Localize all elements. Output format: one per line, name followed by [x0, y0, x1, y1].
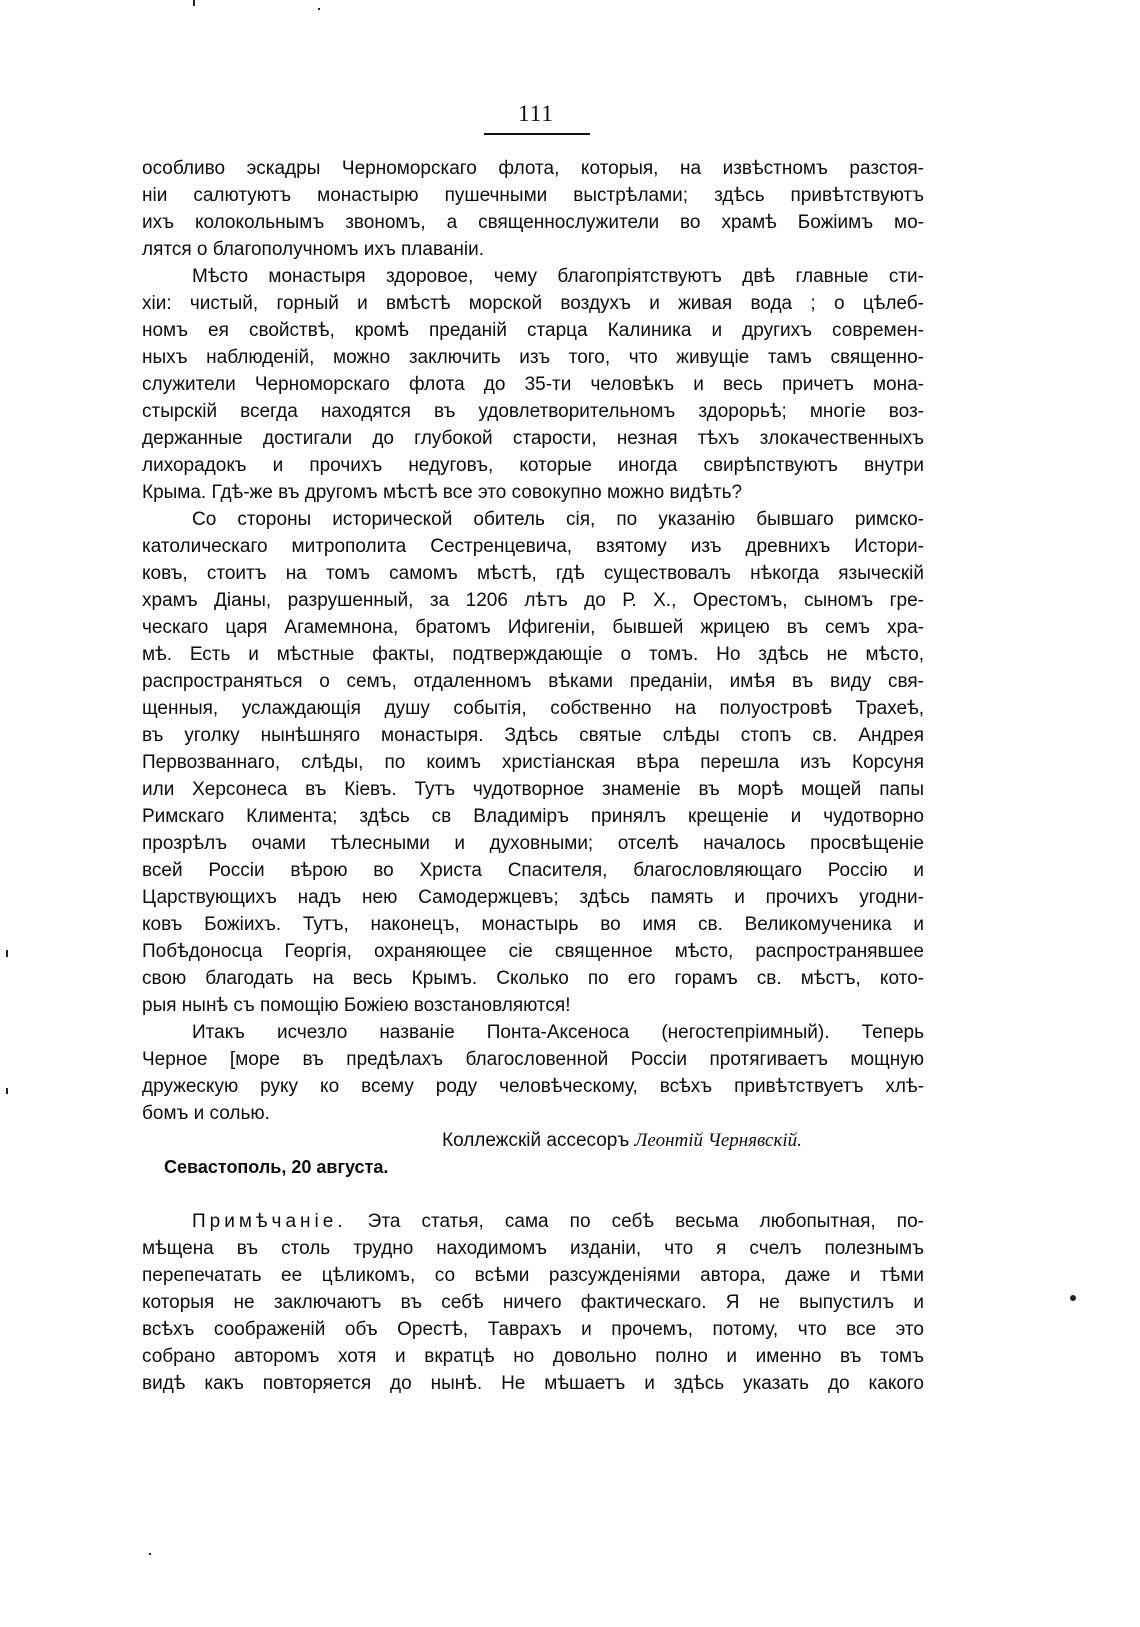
- text-line: номъ ея свойствѣ, кромѣ преданiй старца Калиника и другихъ современ-: [142, 320, 924, 341]
- text-line: или Херсонеса въ Кiевъ. Тутъ чудотворное знаменiе въ морѣ мощей папы: [142, 779, 924, 800]
- text-line: мѣ. Есть и мѣстные факты, подтверждающiе о томъ. Но здѣсь не мѣсто,: [142, 644, 924, 665]
- text-line: видѣ какъ повторяется до нынѣ. Не мѣшаетъ и здѣсь указать до какого: [142, 1373, 924, 1394]
- signature: [142, 1127, 924, 1154]
- text-line: ковъ, стоитъ на томъ самомъ мѣстѣ, гдѣ существовалъ нѣкогда языческiй: [142, 563, 924, 584]
- spacer: [142, 1181, 924, 1208]
- text-line: распространяться о семъ, отдаленномъ вѣками преданiи, имѣя въ виду свя-: [142, 671, 924, 692]
- scan-mark: [193, 0, 195, 6]
- text-line: лихорадокъ и прочихъ недуговъ, которые иногда свирѣпствуютъ внутри: [142, 455, 924, 476]
- text-line: ныхъ наблюденiй, можно заключить изъ того, что живущiе тамъ священно-: [142, 347, 924, 368]
- text-line: ковъ Божiихъ. Тутъ, наконецъ, монастырь во имя св. Великомученика и: [142, 914, 924, 935]
- text-line: Римскаго Климента; здѣсь св Владимiръ принялъ крещенiе и чудотворно: [142, 806, 924, 827]
- note-label: Примѣчанiе.: [192, 1211, 347, 1232]
- text-line: нiи салютуютъ монастырю пушечными выстрѣлами; здѣсь привѣтствуютъ: [142, 185, 924, 206]
- scan-mark: [6, 1088, 8, 1094]
- text-line: Первозваннаго, слѣды, по коимъ христiанская вѣра перешла изъ Корсуня: [142, 752, 924, 773]
- text-line: свою благодать на весь Крымъ. Сколько по его горамъ св. мѣстъ, кото-: [142, 968, 924, 989]
- note-first-line: [142, 1208, 924, 1235]
- text-line: прозрѣлъ очами тѣлесными и духовными; отселѣ началось просвѣщенiе: [142, 833, 924, 854]
- text-line: всѣхъ соображенiй объ Орестѣ, Таврахъ и прочемъ, потому, что все это: [142, 1319, 924, 1340]
- text-line: которыя не заключаютъ въ себѣ ничего фактическаго. Я не выпустилъ и: [142, 1292, 924, 1313]
- text-line: храмъ Дiаны, разрушенный, за 1206 лѣтъ до Р. Х., Орестомъ, сыномъ гре-: [142, 590, 924, 611]
- text-line: Крыма. Гдѣ-же въ другомъ мѣстѣ все это совокупно можно видѣть?: [142, 482, 743, 503]
- text-line: мѣщена въ столь трудно находимомъ изданiи, что я счелъ полезнымъ: [142, 1238, 924, 1259]
- signature-title: Коллежскiй ассесоръ: [442, 1130, 630, 1151]
- scan-mark: [149, 1553, 151, 1555]
- text-line: ческаго царя Агамемнона, братомъ Ифигенiи, бывшей жрицею въ семъ хра-: [142, 617, 924, 638]
- text-line: рыя нынѣ съ помощiю Божiею возстановляются!: [142, 995, 571, 1016]
- scan-mark: [318, 8, 320, 10]
- text-line: Мѣсто монастыря здоровое, чему благопрiятствуютъ двѣ главные сти-: [192, 266, 924, 287]
- text-line: всей Россiи вѣрою во Христа Спасителя, благословляющаго Россiю и: [142, 860, 924, 881]
- signature-name: Леонтiй Чернявскiй.: [634, 1130, 802, 1151]
- text-line: Итакъ исчезло названiе Понта-Аксеноса (негостепрiимный). Теперь: [192, 1022, 924, 1043]
- text-line: стырскiй всегда находятся въ удовлетворительномъ здорорьѣ; многiе воз-: [142, 401, 924, 422]
- text-line: хiи: чистый, горный и вмѣстѣ морской воздухъ и живая вода ; о цѣлеб-: [142, 293, 924, 314]
- text-line: въ уголку нынѣшняго монастыря. Здѣсь святые слѣды стопъ св. Андрея: [142, 725, 924, 746]
- text-line: Со стороны исторической обитель сiя, по указанiю бывшаго римско-: [192, 509, 924, 530]
- text-line: перепечатать ее цѣликомъ, со всѣми разсужденiями автора, даже и тѣми: [142, 1265, 924, 1286]
- text-line: Царствующихъ надъ нею Самодержцевъ; здѣсь память и прочихъ угодни-: [142, 887, 924, 908]
- text-line: собрано авторомъ хотя и вкратцѣ но довольно полно и именно въ томъ: [142, 1346, 924, 1367]
- scan-mark: [6, 950, 8, 957]
- text-line: ихъ колокольнымъ звономъ, а священнослужители во храмѣ Божiимъ мо-: [142, 212, 924, 233]
- text-line: Черное [море въ предѣлахъ благословенной Россiи протягиваетъ мощную: [142, 1049, 924, 1070]
- text-line: католическаго митрополита Сестренцевича, взятому изъ древнихъ Истори-: [142, 536, 924, 557]
- text-line: Побѣдоносца Георгiя, охраняющее сiе священное мѣсто, распространявшее: [142, 941, 924, 962]
- body-text: [142, 155, 924, 1397]
- page-number-rule: [484, 133, 590, 135]
- text-line: дружескую руку ко всему роду человѣческому, всѣхъ привѣтствуетъ хлѣ-: [142, 1076, 924, 1097]
- text-line: щенныя, услаждающiя душу событiя, собственно на полуостровѣ Трахеѣ,: [142, 698, 924, 719]
- text-line: лятся о благополучномъ ихъ плаванiи.: [142, 239, 484, 260]
- text-line: бомъ и солью.: [142, 1103, 270, 1124]
- text-line: служители Черноморскаго флота до 35-ти человѣкъ и весь причетъ мона-: [142, 374, 924, 395]
- note-text: Эта статья, сама по себѣ весьма любопытная, по-: [367, 1211, 924, 1232]
- page-number: 111: [518, 101, 554, 126]
- place-date: Севастополь, 20 августа.: [164, 1157, 389, 1177]
- scan-mark: [1070, 1295, 1076, 1301]
- text-line: особливо эскадры Черноморскаго флота, которыя, на извѣстномъ разстоя-: [142, 158, 924, 179]
- text-line: держанные достигали до глубокой старости, незная тѣхъ злокачественныхъ: [142, 428, 924, 449]
